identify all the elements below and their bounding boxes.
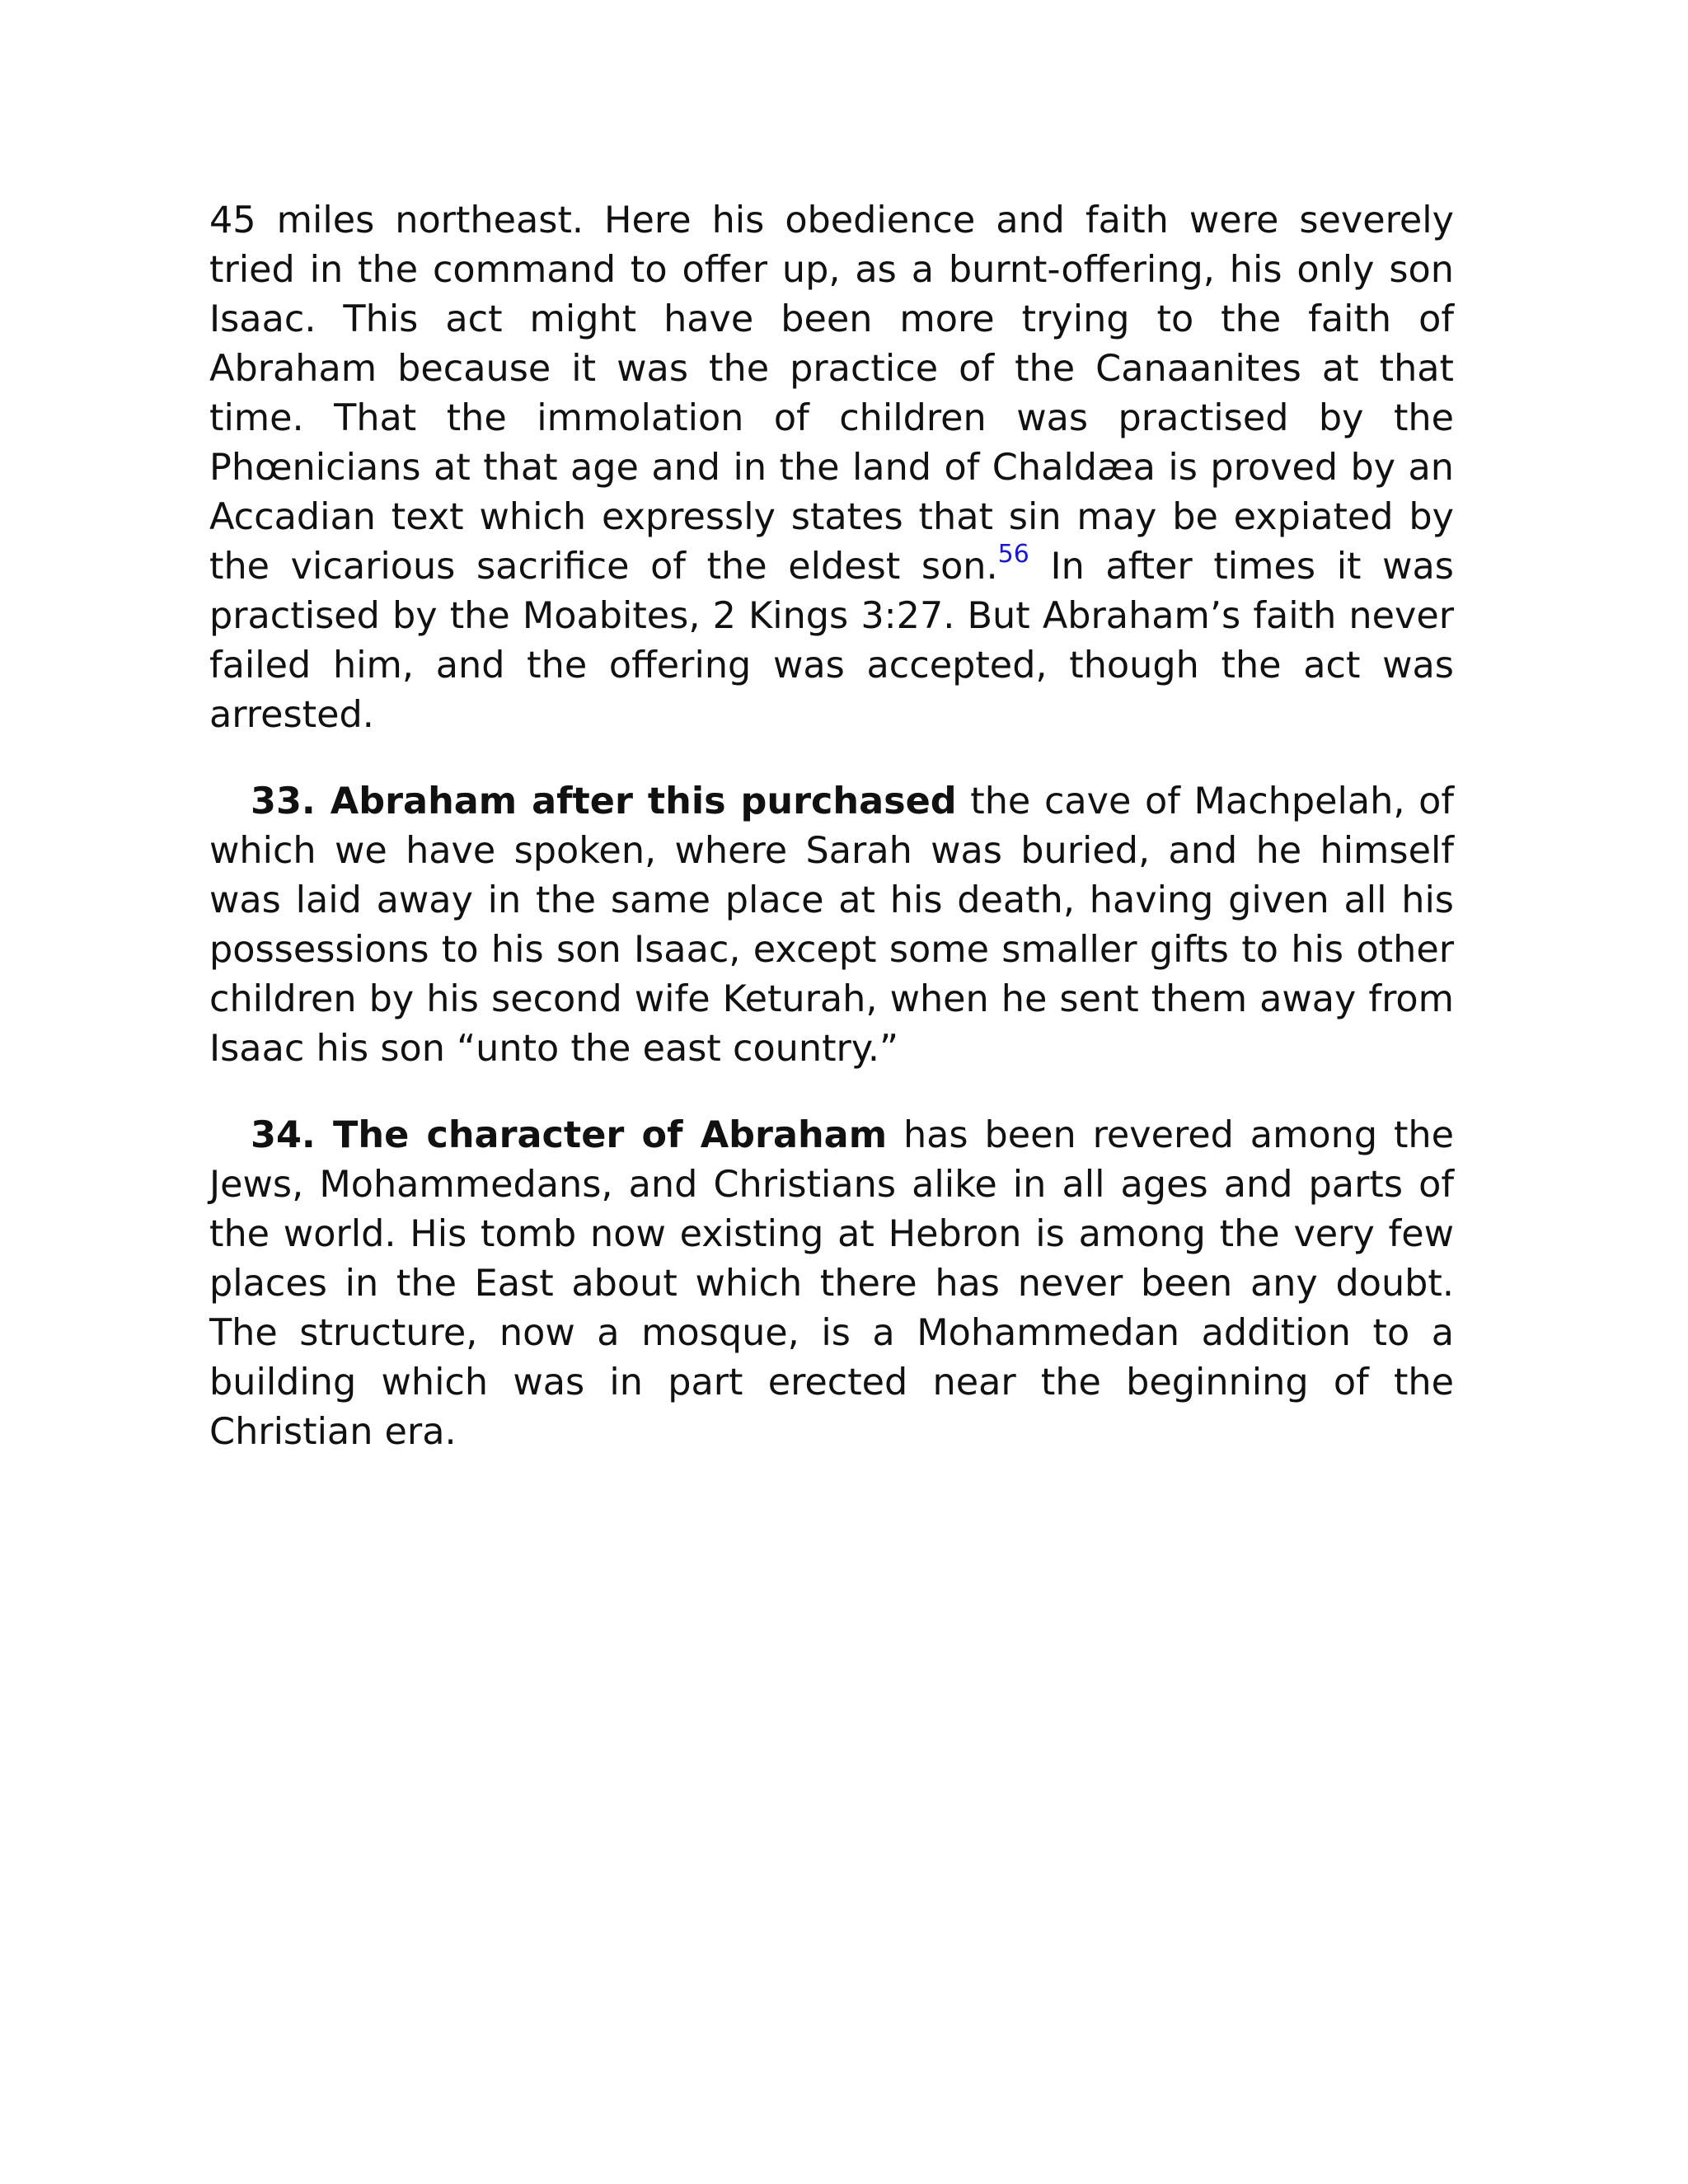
- paragraph-33-body: the cave of Machpelah, of which we have spoken, where Sarah was buried, and he himself was laid away in the same place at his death, having given all his possessions to his son Isaac, except some smaller gifts to his other children by his second wife Keturah, when he sent them away from Isaac his son “unto the east country.”: [209, 780, 1454, 1070]
- paragraph-33: [209, 777, 1454, 1074]
- paragraph-text-after-footnote: In after times it was practised by the Moabites, 2 Kings 3:27. But Abraham’s faith never failed him, and the offering was accepted, though the act was arrested.: [209, 546, 1454, 736]
- paragraph-34-body: has been revered among the Jews, Mohammedans, and Christians alike in all ages and parts of the world. His tomb now existing at Hebron is among the very few places in the East about which there has never been any doubt. The structure, now a mosque, is a Mohammedan addition to a building which was in part erected near the beginning of the Christian era.: [209, 1114, 1455, 1453]
- paragraph-34: [209, 1111, 1454, 1457]
- paragraph-text-before-footnote: 45 miles northeast. Here his obedience and faith were severely tried in the command to offer up, as a burnt-offering, his only son Isaac. This act might have been more trying to the faith of Abraham because it was the practice of the Canaanites at that time. That the immolation of children was practised by the Phœnicians at that age and in the land of Chaldæa is proved by an Accadian text which expressly states that sin may be expiated by the vicarious sacrifice of the eldest son.: [209, 199, 1454, 588]
- footnote-link-56[interactable]: 56: [997, 540, 1029, 569]
- paragraph-33-heading: 33. Abraham after this purchased: [251, 780, 957, 823]
- paragraph-continuation: [209, 196, 1454, 740]
- document-page: [209, 196, 1454, 1494]
- paragraph-34-heading: 34. The character of Abraham: [251, 1114, 888, 1156]
